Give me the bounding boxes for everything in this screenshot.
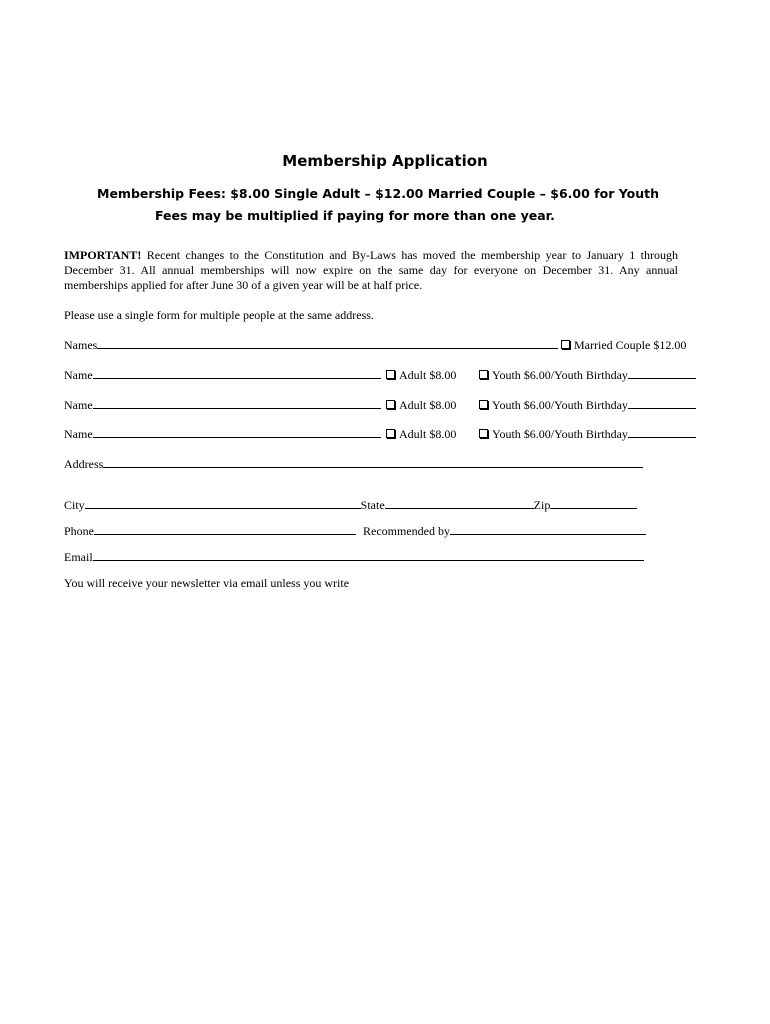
important-notice bbox=[64, 248, 678, 293]
checkbox-icon[interactable] bbox=[561, 340, 570, 349]
name-label: Name bbox=[64, 427, 93, 441]
phone-field[interactable] bbox=[94, 524, 356, 535]
names-row bbox=[64, 338, 558, 353]
phone-label: Phone bbox=[64, 524, 94, 538]
city-field[interactable] bbox=[85, 498, 361, 509]
youth-label: Youth $6.00/Youth Birthday bbox=[492, 427, 628, 441]
youth-checkbox[interactable] bbox=[479, 398, 696, 413]
important-label: IMPORTANT! bbox=[64, 248, 142, 262]
adult-label: Adult $8.00 bbox=[399, 398, 457, 412]
zip-label: Zip bbox=[533, 498, 551, 512]
fees-line: Membership Fees: $8.00 Single Adult – $12.00 Married Couple – $6.00 for Youth bbox=[97, 186, 659, 201]
names-label: Names bbox=[64, 338, 98, 352]
name-label: Name bbox=[64, 398, 93, 412]
married-checkbox[interactable] bbox=[561, 338, 686, 353]
name-row bbox=[64, 368, 381, 383]
email-row bbox=[64, 550, 644, 565]
name-field[interactable] bbox=[93, 398, 381, 409]
state-label: State bbox=[360, 498, 385, 512]
newsletter-note: You will receive your newsletter via email unless you write bbox=[64, 576, 350, 590]
youth-label: Youth $6.00/Youth Birthday bbox=[492, 398, 628, 412]
youth-birthday-field[interactable] bbox=[628, 398, 696, 409]
checkbox-icon[interactable] bbox=[386, 400, 395, 409]
name-label: Name bbox=[64, 368, 93, 382]
youth-birthday-field[interactable] bbox=[628, 368, 696, 379]
youth-label: Youth $6.00/Youth Birthday bbox=[492, 368, 628, 382]
email-field[interactable] bbox=[93, 550, 644, 561]
adult-checkbox[interactable] bbox=[386, 368, 456, 383]
important-text: Recent changes to the Constitution and By-Laws has moved the membership year to January 1 through December 31. All annual memberships will now expire on the same day for everyone on December 31. Any annual memberships applied for after June 30 of a given year will be at half price. bbox=[64, 248, 678, 292]
email-label: Email bbox=[64, 550, 93, 564]
address-field[interactable] bbox=[103, 457, 643, 468]
name-row bbox=[64, 398, 381, 413]
youth-birthday-field[interactable] bbox=[628, 427, 696, 438]
recommended-field[interactable] bbox=[450, 524, 646, 535]
name-row bbox=[64, 427, 381, 442]
city-state-zip-row bbox=[64, 498, 637, 513]
checkbox-icon[interactable] bbox=[479, 400, 488, 409]
name-field[interactable] bbox=[93, 427, 381, 438]
address-row bbox=[64, 457, 643, 472]
state-field[interactable] bbox=[385, 498, 534, 509]
checkbox-icon[interactable] bbox=[479, 370, 488, 379]
adult-label: Adult $8.00 bbox=[399, 427, 457, 441]
married-label: Married Couple $12.00 bbox=[574, 338, 687, 352]
phone-row bbox=[64, 524, 356, 539]
adult-label: Adult $8.00 bbox=[399, 368, 457, 382]
name-field[interactable] bbox=[93, 368, 381, 379]
city-label: City bbox=[64, 498, 85, 512]
adult-checkbox[interactable] bbox=[386, 398, 456, 413]
checkbox-icon[interactable] bbox=[479, 429, 488, 438]
address-label: Address bbox=[64, 457, 104, 471]
checkbox-icon[interactable] bbox=[386, 429, 395, 438]
names-field[interactable] bbox=[97, 338, 558, 349]
checkbox-icon[interactable] bbox=[386, 370, 395, 379]
youth-checkbox[interactable] bbox=[479, 368, 696, 383]
form-title: Membership Application bbox=[282, 152, 488, 170]
adult-checkbox[interactable] bbox=[386, 427, 456, 442]
single-form-note: Please use a single form for multiple people at the same address. bbox=[64, 308, 374, 322]
recommended-label: Recommended by bbox=[363, 524, 450, 538]
zip-field[interactable] bbox=[550, 498, 637, 509]
youth-checkbox[interactable] bbox=[479, 427, 696, 442]
recommended-row bbox=[363, 524, 646, 539]
fees-note: Fees may be multiplied if paying for more than one year. bbox=[155, 208, 555, 223]
